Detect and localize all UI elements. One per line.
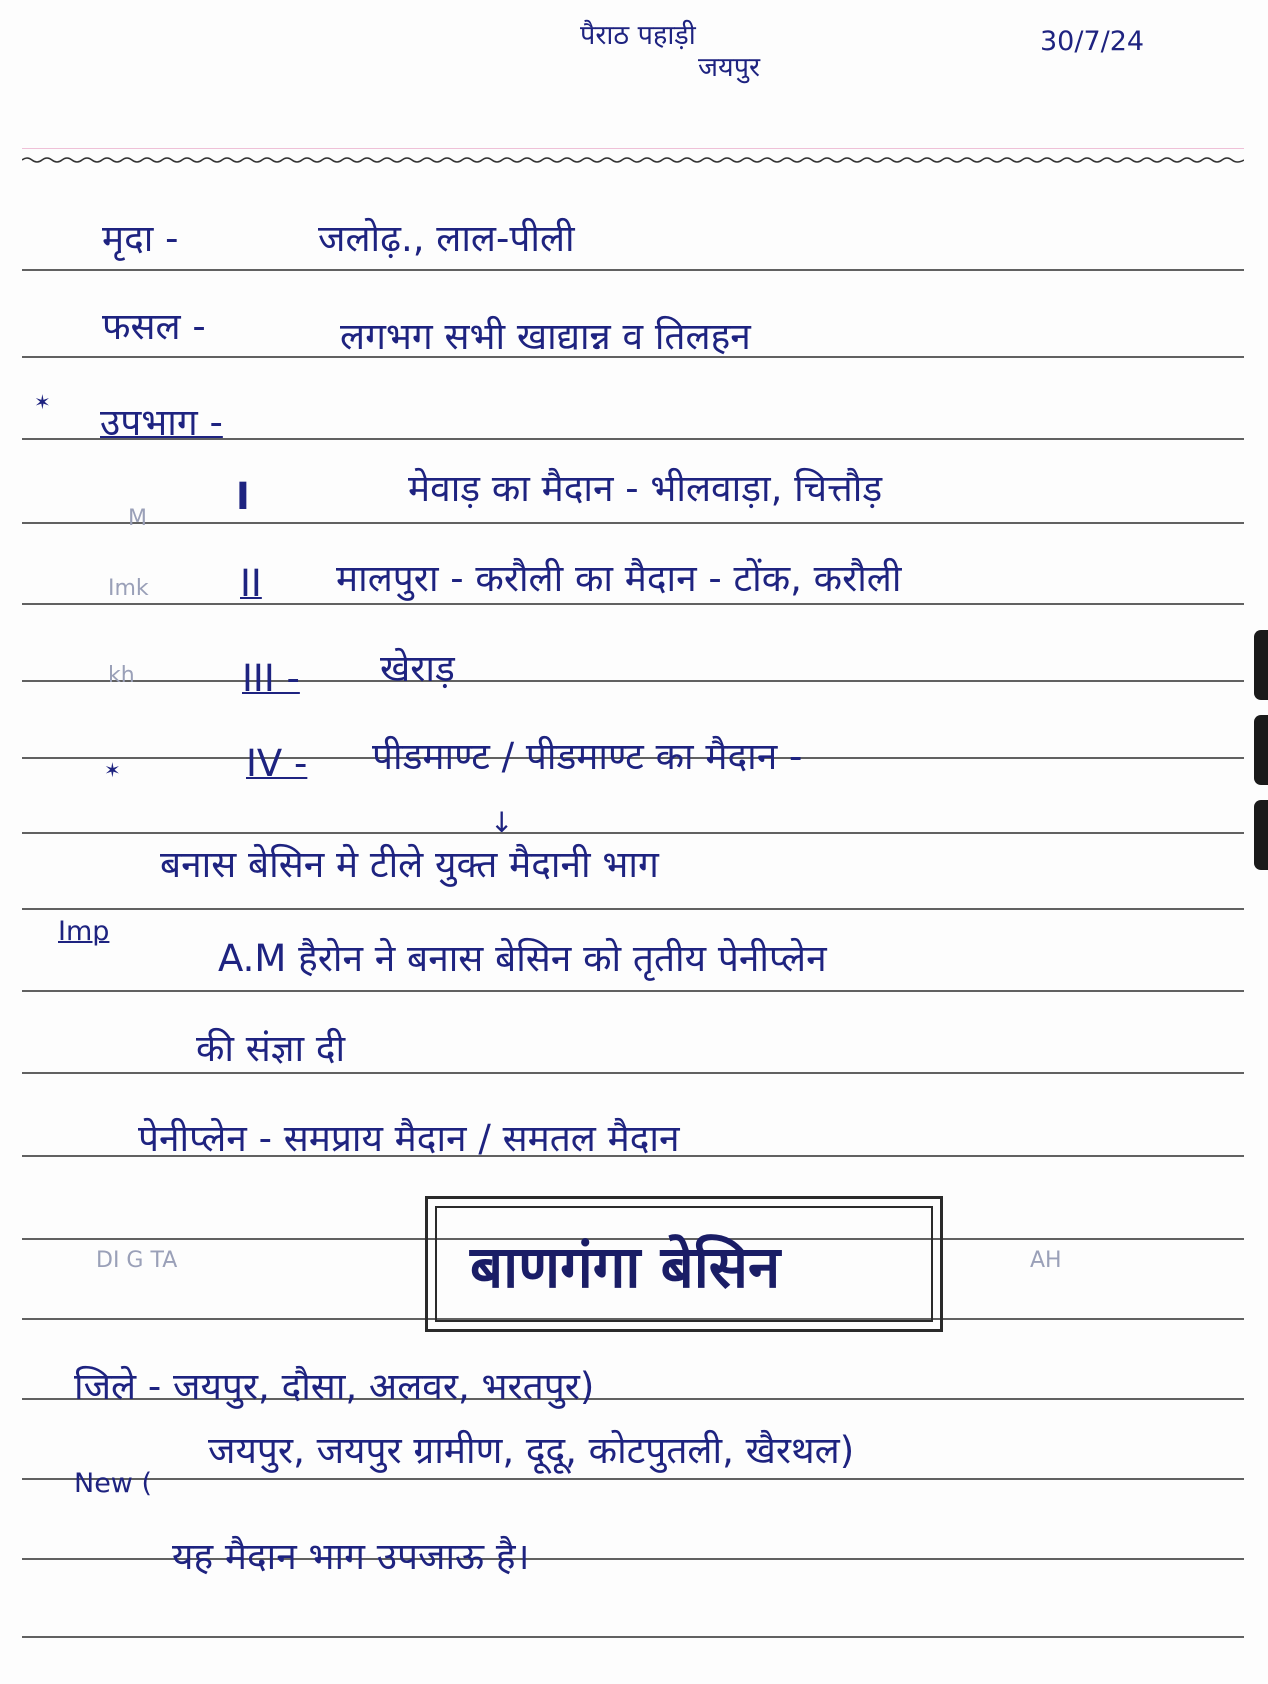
binder-ring: [1254, 715, 1268, 785]
ruled-line: [22, 908, 1244, 910]
subpart-2-text: मालपुरा - करौली का मैदान - टोंक, करौली: [336, 557, 902, 600]
subpart-1-text: मेवाड़ का मैदान - भीलवाड़ा, चित्तौड़: [408, 467, 883, 510]
ruled-line: [22, 680, 1244, 682]
heron-line-2: की संज्ञा दी: [196, 1027, 346, 1070]
subpart-3-text: खेराड़: [380, 647, 455, 690]
ruled-line: [22, 990, 1244, 992]
star-mark: ✶: [34, 390, 51, 414]
ruled-line: [22, 603, 1244, 605]
margin-note: M: [128, 506, 147, 531]
subpart-4-number: IV -: [246, 742, 308, 785]
soil-value: जलोढ़., लाल-पीली: [318, 217, 575, 260]
soil-label: मृदा -: [102, 217, 179, 260]
ruled-line: [22, 1072, 1244, 1074]
margin-note: kh: [108, 663, 135, 688]
subpart-3-number: III -: [242, 657, 300, 700]
faint-ghost-text: AH: [1030, 1248, 1062, 1273]
ruled-line: [22, 1636, 1244, 1638]
crop-value: लगभग सभी खाद्यान्न व तिलहन: [340, 315, 751, 358]
ruled-line: [22, 522, 1244, 524]
important-mark: Imp: [58, 916, 110, 947]
top-wavy-rule: [22, 156, 1244, 164]
new-districts: जयपुर, जयपुर ग्रामीण, दूदू, कोटपुतली, खैरथल): [208, 1429, 855, 1472]
ruled-line: [22, 1478, 1244, 1480]
crop-label: फसल -: [102, 305, 206, 348]
new-label: New (: [74, 1468, 153, 1499]
subpart-1-number: I: [236, 475, 250, 518]
binder-ring: [1254, 630, 1268, 700]
subparts-label: उपभाग -: [100, 401, 223, 444]
peneplain-line: पेनीप्लेन - समप्राय मैदान / समतल मैदान: [138, 1117, 680, 1160]
down-arrow-icon: ↓: [490, 806, 514, 839]
fertile-line: यह मैदान भाग उपजाऊ है।: [172, 1535, 530, 1578]
place-name: जयपुर: [698, 52, 761, 83]
binder-ring: [1254, 800, 1268, 870]
subpart-4-text: पीडमाण्ट / पीडमाण्ट का मैदान -: [372, 735, 803, 778]
districts-line: जिले - जयपुर, दौसा, अलवर, भरतपुर): [74, 1365, 595, 1408]
ruled-line: [22, 269, 1244, 271]
author-signature: पैराठ पहाड़ी: [580, 20, 696, 51]
faint-ghost-text: DI G TA: [96, 1248, 178, 1273]
banas-basin-line: बनास बेसिन मे टीले युक्त मैदानी भाग: [160, 843, 659, 886]
subpart-2-number: II: [240, 562, 262, 605]
ruled-line: [22, 832, 1244, 834]
banganga-basin-heading: बाणगंगा बेसिन: [470, 1233, 781, 1301]
star-mark: ✶: [104, 758, 121, 782]
page-date: 30/7/24: [1040, 26, 1145, 57]
margin-note: Imk: [108, 576, 149, 601]
margin-pink-line: [22, 148, 1244, 149]
heron-line-1: A.M हैरोन ने बनास बेसिन को तृतीय पेनीप्लेन: [218, 937, 827, 980]
